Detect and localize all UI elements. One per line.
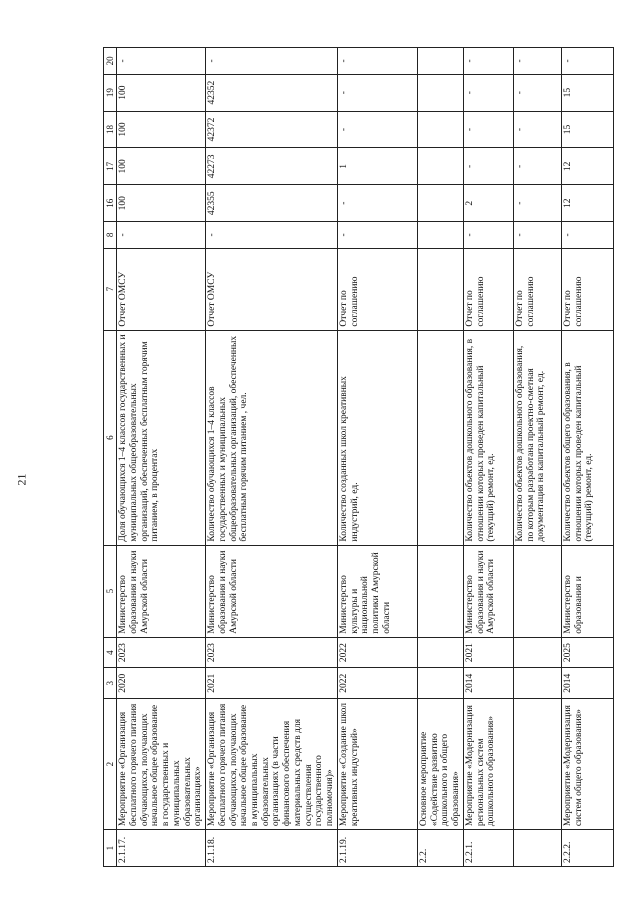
- table-row: [417, 48, 463, 867]
- start-year: [417, 668, 463, 699]
- value-col-8: [417, 222, 463, 249]
- value-col-18: -: [513, 111, 561, 148]
- measure-name: Мероприятие «Модернизация региональных систем дошкольного образования»: [463, 699, 513, 830]
- value-col-16: 12: [561, 185, 613, 222]
- value-col-20: [417, 48, 463, 75]
- start-year: [513, 668, 561, 699]
- row-number: 2.1.18.: [206, 830, 338, 867]
- value-col-19: -: [337, 74, 417, 111]
- start-year: 2014: [463, 668, 513, 699]
- value-col-8: -: [463, 222, 513, 249]
- value-col-19: -: [513, 74, 561, 111]
- value-col-17: -: [513, 148, 561, 185]
- responsible: Министерство образования и науки Амурской области: [206, 545, 338, 637]
- header-cell: 5: [104, 545, 117, 637]
- value-col-17: [417, 148, 463, 185]
- value-col-20: -: [117, 48, 206, 75]
- end-year: 2021: [463, 637, 513, 668]
- indicator: [417, 330, 463, 545]
- measure-name: Основное мероприятие «Содействие развитию дошкольного и общего образования»: [417, 699, 463, 830]
- value-col-8: -: [513, 222, 561, 249]
- indicator: Доля обучающихся 1–4 классов государственных и муниципальных общеобразовательных организаций, обеспеченных бесплатным горячим питанием, в процентах: [117, 330, 206, 545]
- header-cell: 8: [104, 222, 117, 249]
- table-row: [513, 48, 561, 867]
- header-cell: 1: [104, 830, 117, 867]
- value-col-17: -: [463, 148, 513, 185]
- table-row: [206, 48, 338, 867]
- value-col-16: 100: [117, 185, 206, 222]
- responsible: [513, 545, 561, 637]
- indicator: Количество объектов дошкольного образования, по которым разработана проектно-сметная документация на капитальный ремонт, ед.: [513, 330, 561, 545]
- source: Отчет ОМСУ: [206, 248, 338, 330]
- value-col-17: 42273: [206, 148, 338, 185]
- end-year: 2022: [337, 637, 417, 668]
- source: Отчет по соглашению: [463, 248, 513, 330]
- header-cell: 6: [104, 330, 117, 545]
- table-row: [463, 48, 513, 867]
- value-col-16: -: [337, 185, 417, 222]
- header-cell: 20: [104, 48, 117, 75]
- responsible: [417, 545, 463, 637]
- value-col-19: [417, 74, 463, 111]
- value-col-17: 12: [561, 148, 613, 185]
- responsible: Министерство образования и науки Амурской области: [463, 545, 513, 637]
- value-col-8: -: [117, 222, 206, 249]
- value-col-20: -: [463, 48, 513, 75]
- table-row: [117, 48, 206, 867]
- source: Отчет по соглашению: [337, 248, 417, 330]
- value-col-20: -: [206, 48, 338, 75]
- value-col-19: 100: [117, 74, 206, 111]
- measure-name: Мероприятие «Модернизация систем общего образования»: [561, 699, 613, 830]
- end-year: [513, 637, 561, 668]
- responsible: Министерство образования и науки Амурской области: [117, 545, 206, 637]
- indicator: Количество обучающихся 1–4 классов государственных и муниципальных общеобразовательных организаций, обеспеченных бесплатным горячим питанием , чел.: [206, 330, 338, 545]
- source: Отчет ОМСУ: [117, 248, 206, 330]
- value-col-19: -: [463, 74, 513, 111]
- value-col-8: -: [337, 222, 417, 249]
- page-number: 21: [14, 473, 29, 486]
- header-cell: 7: [104, 248, 117, 330]
- measure-name: [513, 699, 561, 830]
- value-col-16: [417, 185, 463, 222]
- measure-name: Мероприятие «Организация бесплатного горячего питания обучающихся, получающих начальное общее образование в муниципальных образовательных организациях (в части финансового обеспечения материальных средств для осуществления государственного полномочия)»: [206, 699, 338, 830]
- indicator: Количество объектов общего образования, в отношении которых проведен капитальный (текущий) ремонт, ед.: [561, 330, 613, 545]
- start-year: 2021: [206, 668, 338, 699]
- start-year: 2022: [337, 668, 417, 699]
- value-col-20: -: [513, 48, 561, 75]
- value-col-18: -: [337, 111, 417, 148]
- value-col-16: 42355: [206, 185, 338, 222]
- value-col-18: -: [463, 111, 513, 148]
- source: Отчет по соглашению: [561, 248, 613, 330]
- header-cell: 18: [104, 111, 117, 148]
- header-cell: 2: [104, 699, 117, 830]
- end-year: 2025: [561, 637, 613, 668]
- indicator: Количество созданных школ креативных индустрий, ед.: [337, 330, 417, 545]
- value-col-18: 42372: [206, 111, 338, 148]
- source: [417, 248, 463, 330]
- row-number: 2.2.1.: [463, 830, 513, 867]
- end-year: 2023: [206, 637, 338, 668]
- header-cell: 3: [104, 668, 117, 699]
- table-row: [561, 48, 613, 867]
- responsible: Министерство образования и: [561, 545, 613, 637]
- header-row: [104, 48, 117, 867]
- start-year: 2020: [117, 668, 206, 699]
- value-col-17: 1: [337, 148, 417, 185]
- value-col-8: -: [206, 222, 338, 249]
- source: Отчет по соглашению: [513, 248, 561, 330]
- header-cell: 4: [104, 637, 117, 668]
- row-number: 2.2.: [417, 830, 463, 867]
- value-col-19: 42352: [206, 74, 338, 111]
- indicator: Количество объектов дошкольного образования, в отношении которых проведен капитальный (текущий) ремонт, ед.: [463, 330, 513, 545]
- value-col-18: 100: [117, 111, 206, 148]
- program-measures-table: [103, 47, 614, 867]
- end-year: [417, 637, 463, 668]
- value-col-18: 15: [561, 111, 613, 148]
- value-col-17: 100: [117, 148, 206, 185]
- responsible: Министерство культуры и национальной политики Амурской области: [337, 545, 417, 637]
- table-row: [337, 48, 417, 867]
- row-number: 2.1.19.: [337, 830, 417, 867]
- value-col-8: -: [561, 222, 613, 249]
- header-cell: 16: [104, 185, 117, 222]
- header-cell: 19: [104, 74, 117, 111]
- header-cell: 17: [104, 148, 117, 185]
- row-number: [513, 830, 561, 867]
- rotated-table-container: [103, 47, 595, 867]
- measure-name: Мероприятие «Создание школ креативных индустрий»: [337, 699, 417, 830]
- value-col-18: [417, 111, 463, 148]
- measure-name: Мероприятие «Организация бесплатного горячего питания обучающихся, получающих начальное общее образование в государственных и муниципальных образовательных организациях»: [117, 699, 206, 830]
- value-col-16: 2: [463, 185, 513, 222]
- value-col-16: -: [513, 185, 561, 222]
- value-col-19: 15: [561, 74, 613, 111]
- row-number: 2.1.17.: [117, 830, 206, 867]
- value-col-20: -: [561, 48, 613, 75]
- start-year: 2014: [561, 668, 613, 699]
- row-number: 2.2.2.: [561, 830, 613, 867]
- end-year: 2023: [117, 637, 206, 668]
- value-col-20: -: [337, 48, 417, 75]
